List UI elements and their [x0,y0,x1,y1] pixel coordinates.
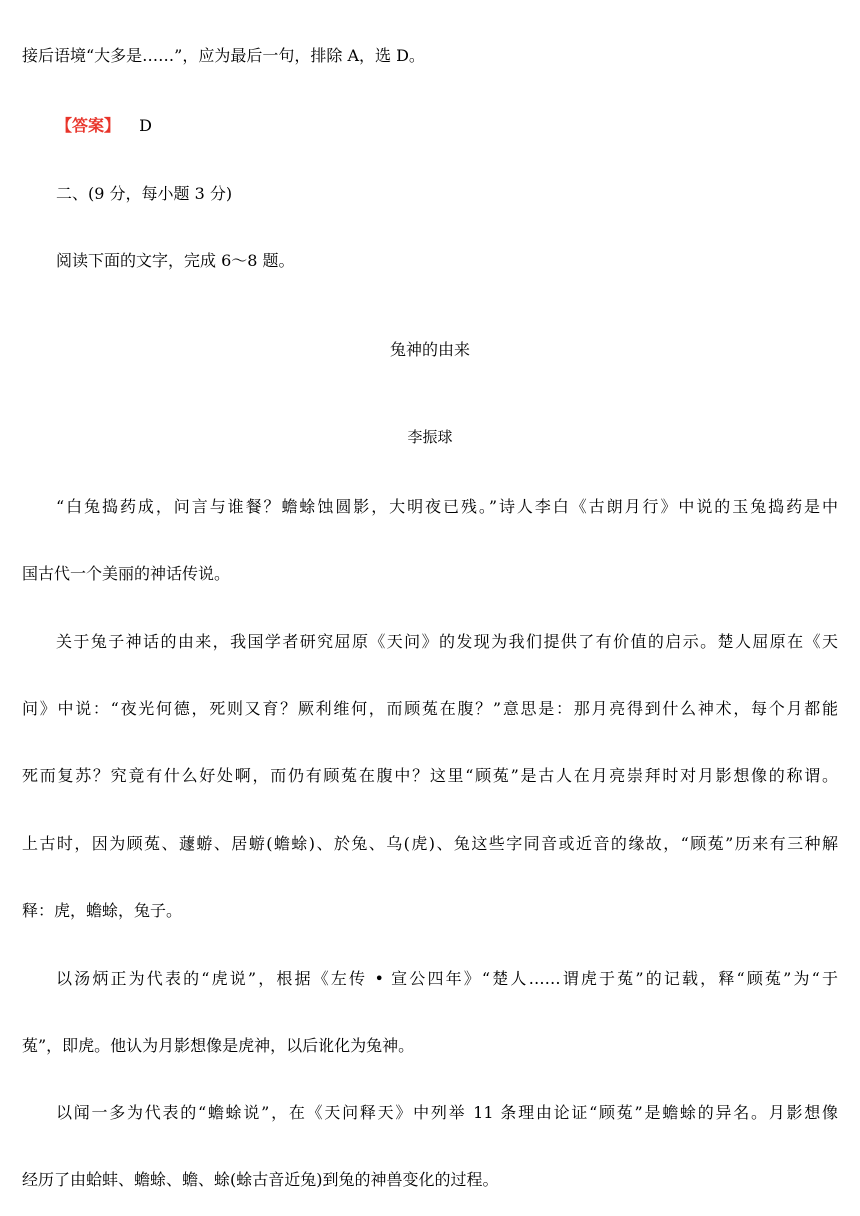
answer-value: D [139,116,152,135]
paragraph-line: 关于兔子神话的由来，我国学者研究屈原《天问》的发现为我们提供了有价值的启示。楚人屈原在《天 [56,632,838,651]
paragraph-line: 菟”，即虎。他认为月影想像是虎神，以后讹化为兔神。 [22,1036,415,1055]
intro-line: 接后语境“大多是……”，应为最后一句，排除 A，选 D。 [22,46,425,65]
paragraph-line: 释：虎，蟾蜍，兔子。 [22,901,183,920]
section-heading: 二、(9 分，每小题 3 分) [56,184,233,203]
paragraph-line: 死而复苏？究竟有什么好处啊，而仍有顾菟在腹中？这里“顾菟”是古人在月亮崇拜时对月影想像的称谓。 [22,766,838,785]
instruction-text: 阅读下面的文字，完成 6～8 题。 [56,251,295,270]
paragraph-line: 经历了由蛤蚌、蟾蜍、蟾、蜍(蜍古音近兔)到兔的神兽变化的过程。 [22,1170,499,1189]
paragraph-line: 上古时，因为顾菟、蘧蝣、居蝣(蟾蜍)、於兔、乌(虎)、兔这些字同音或近音的缘故，“顾菟”历来有三种解 [22,834,838,853]
paragraph-line: “白兔捣药成，问言与谁餐？蟾蜍蚀圆影，大明夜已残。”诗人李白《古朗月行》中说的玉兔捣药是中 [56,497,838,516]
article-title: 兔神的由来 [389,340,470,359]
paragraph-line: 以汤炳正为代表的“虎说”，根据《左传 • 宣公四年》“楚人……谓虎于菟”的记载，释“顾菟”为“于 [56,969,838,988]
answer-line [56,113,838,136]
article-author: 李振球 [407,428,453,446]
paragraph-line: 以闻一多为代表的“蟾蜍说”，在《天问释天》中列举 11 条理由论证“顾菟”是蟾蜍的异名。月影想像 [56,1103,838,1122]
answer-label: 【答案】 [56,116,121,135]
paragraph-line: 国古代一个美丽的神话传说。 [22,564,231,583]
paragraph-line: 问》中说：“夜光何德，死则又育？厥利维何，而顾菟在腹？”意思是：那月亮得到什么神术，每个月都能 [22,699,838,718]
